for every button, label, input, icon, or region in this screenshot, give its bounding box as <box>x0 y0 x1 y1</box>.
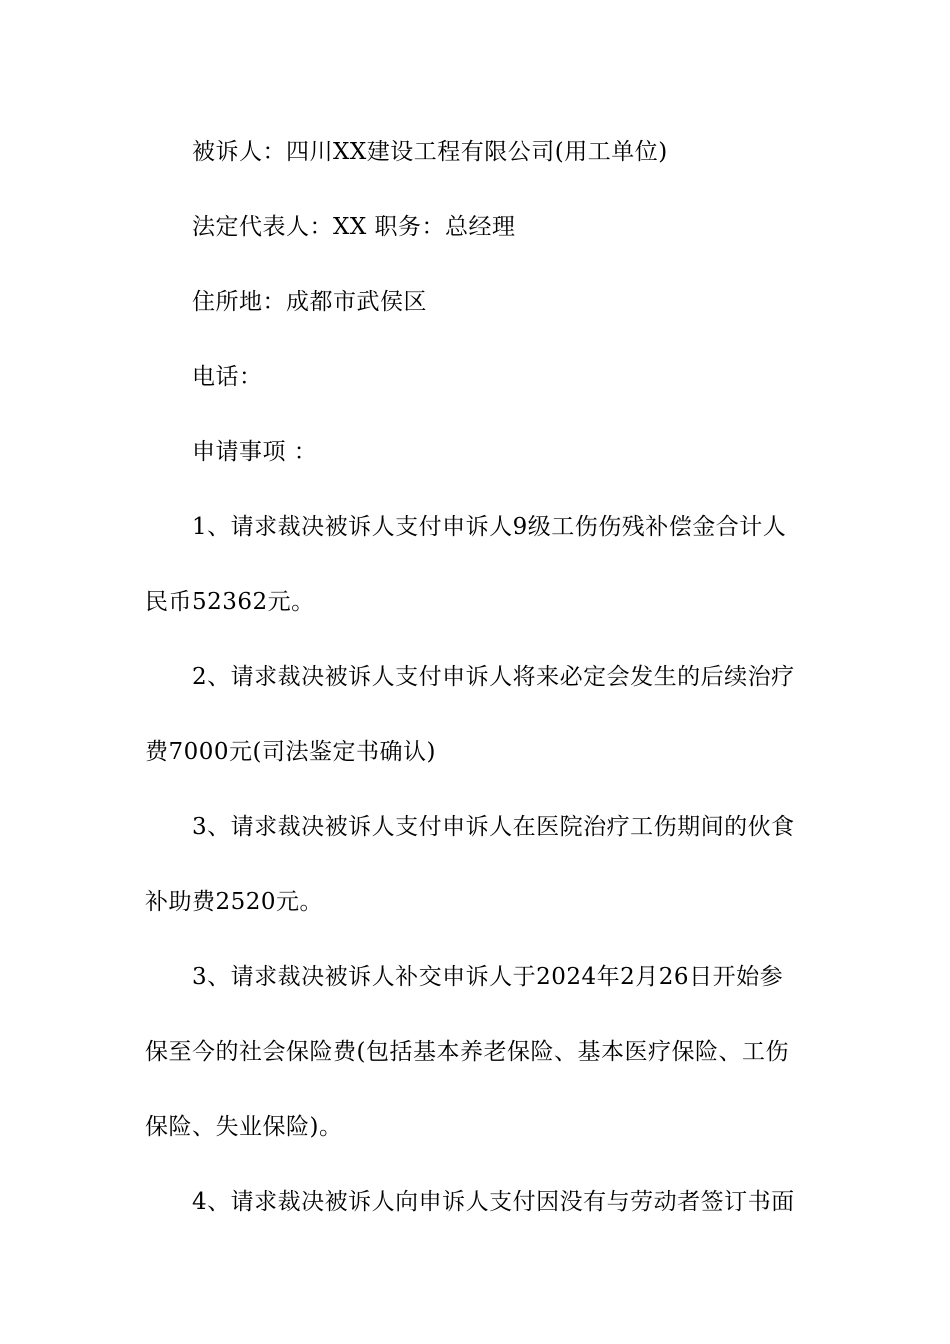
legal-representative-line: 法定代表人：XX 职务：总经理 <box>192 214 516 240</box>
claim-1-line-2: 民币52362元。 <box>145 589 315 615</box>
claim-3-line-2: 补助费2520元。 <box>145 889 324 915</box>
claim-3-line-1: 3、请求裁决被诉人支付申诉人在医院治疗工伤期间的伙食 <box>192 814 795 840</box>
address-line: 住所地：成都市武侯区 <box>192 289 427 315</box>
claim-2-line-1: 2、请求裁决被诉人支付申诉人将来必定会发生的后续治疗 <box>192 664 795 690</box>
claim-4-line-1: 4、请求裁决被诉人向申诉人支付因没有与劳动者签订书面 <box>192 1189 795 1215</box>
claim-3b-line-3: 保险、失业保险)。 <box>145 1114 343 1140</box>
claim-2-line-2: 费7000元(司法鉴定书确认) <box>145 739 436 765</box>
claim-3b-line-2: 保至今的社会保险费(包括基本养老保险、基本医疗保险、工伤 <box>145 1039 789 1065</box>
claim-1-line-1: 1、请求裁决被诉人支付申诉人9级工伤伤残补偿金合计人 <box>192 514 787 540</box>
phone-line: 电话： <box>192 364 263 390</box>
claim-3b-line-1: 3、请求裁决被诉人补交申诉人于2024年2月26日开始参 <box>192 964 784 990</box>
claims-heading: 申请事项 ： <box>192 439 318 465</box>
respondent-line: 被诉人：四川XX建设工程有限公司(用工单位) <box>192 139 668 165</box>
